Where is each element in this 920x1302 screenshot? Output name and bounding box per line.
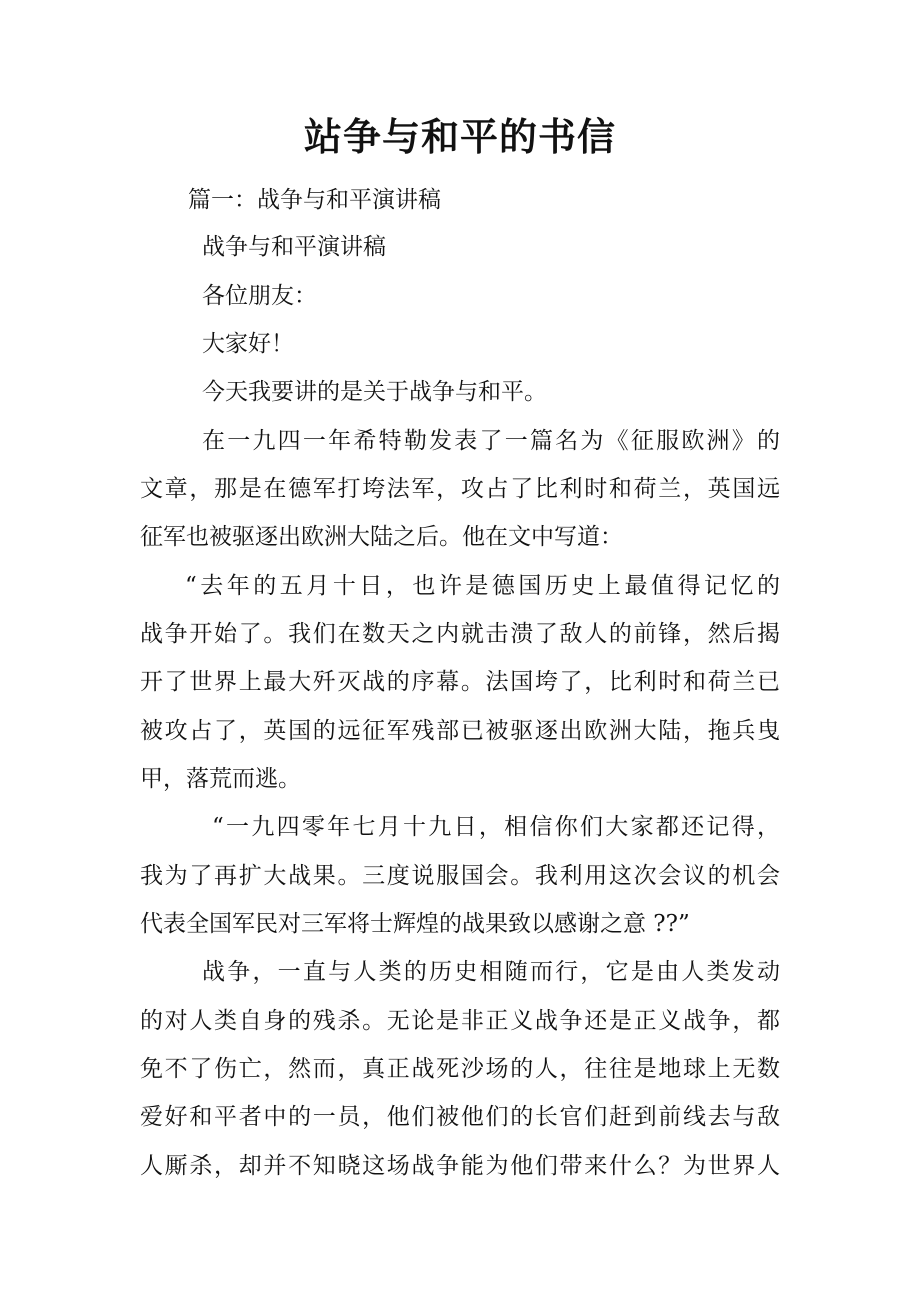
text-line: 免不了伤亡，然而，真正战死沙场的人，往往是地球上无数 [140,1056,780,1082]
text-line: 在一九四一年希特勒发表了一篇名为《征服欧洲》的 [202,428,780,454]
text-line: 征军也被驱逐出欧洲大陆之后。他在文中写道： [140,524,623,550]
text-line: 被攻占了，英国的远征军残部已被驱逐出欧洲大陆，拖兵曳 [140,718,780,744]
text-line: 我为了再扩大战果。三度说服国会。我利用这次会议的机会 [140,863,780,889]
text-line: 文章，那是在德军打垮法军，攻占了比利时和荷兰，英国远 [140,476,780,502]
text-line: 战争与和平演讲稿 [202,234,386,260]
text-line: 大家好！ [202,331,294,357]
section-heading: 篇一：战争与和平演讲稿 [188,187,441,213]
text-line: 人厮杀，却并不知晓这场战争能为他们带来什么？为世界人 [140,1153,780,1179]
text-line: “一九四零年七月十九日，相信你们大家都还记得， [212,814,780,840]
text-line: 战争开始了。我们在数天之内就击溃了敌人的前锋，然后揭 [140,621,780,647]
text-line: 各位朋友： [202,283,317,309]
text-line: “去年的五月十日，也许是德国历史上最值得记忆的 [185,573,780,599]
text-line: 代表全国军民对三军将士辉煌的战果致以感谢之意 ??” [140,911,690,937]
text-line: 甲，落荒而逃。 [140,766,301,792]
text-line: 爱好和平者中的一员，他们被他们的长官们赶到前线去与敌 [140,1104,780,1130]
document-title: 站争与和平的书信 [303,114,616,159]
text-line: 今天我要讲的是关于战争与和平。 [202,379,547,405]
text-line: 开了世界上最大歼灭战的序幕。法国垮了，比利时和荷兰已 [140,669,780,695]
text-line: 的对人类自身的残杀。无论是非正义战争还是正义战争，都 [140,1008,780,1034]
text-line: 战争，一直与人类的历史相随而行，它是由人类发动 [202,959,780,985]
